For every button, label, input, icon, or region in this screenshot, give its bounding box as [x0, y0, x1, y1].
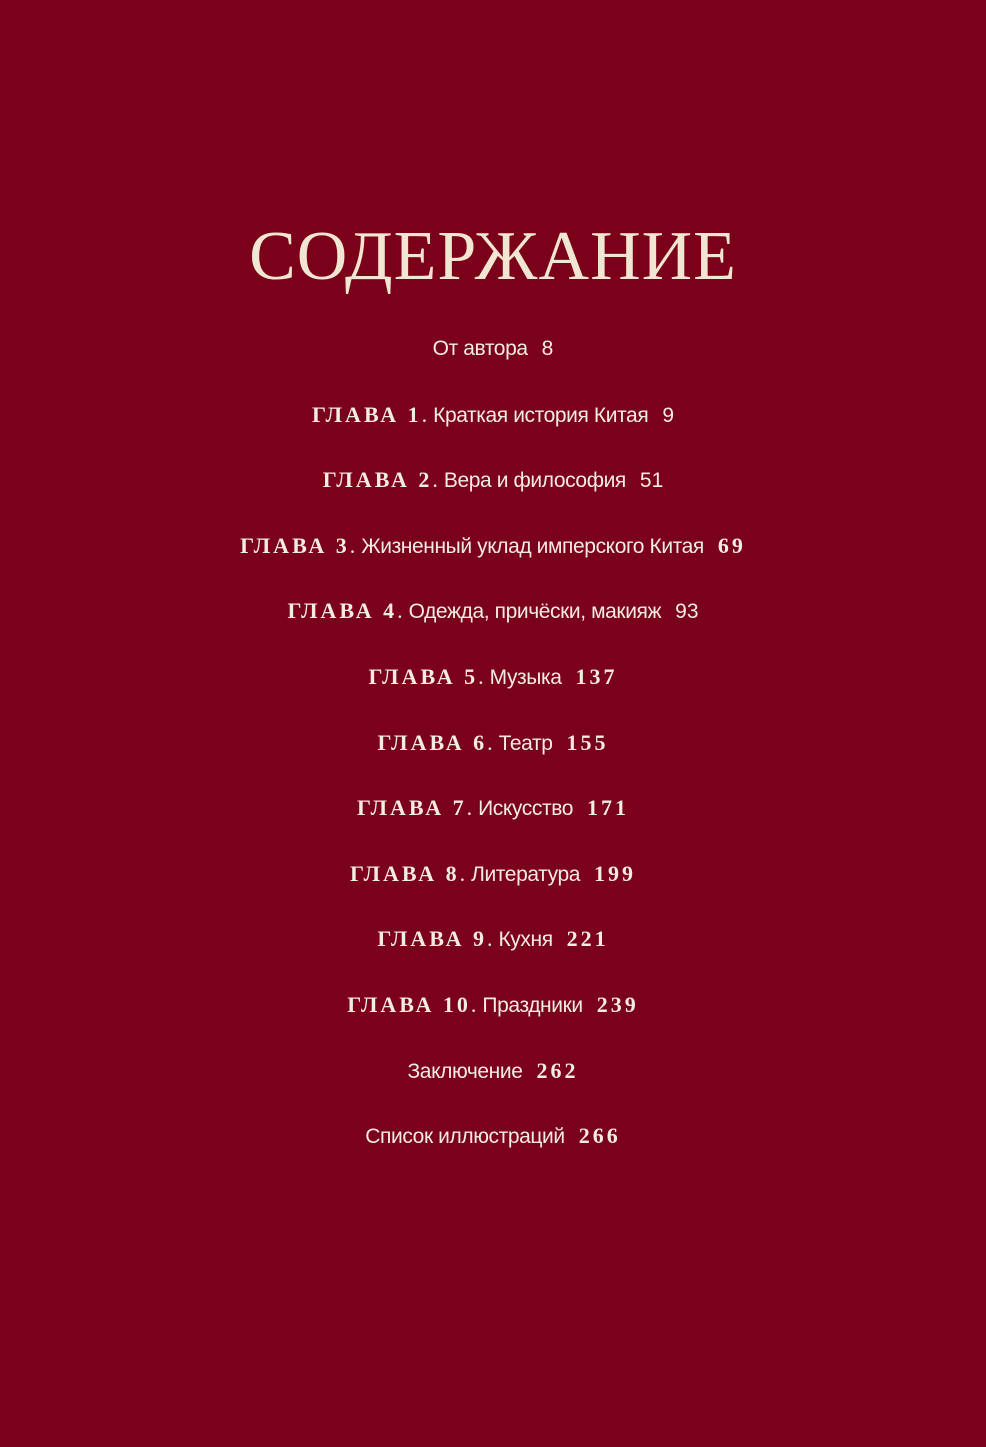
toc-page-number: 221 [566, 926, 609, 952]
toc-entry-text: Одежда, причёски, макияж [408, 600, 662, 624]
toc-entry-conclusion[interactable] [0, 1052, 986, 1118]
toc-page-number: 51 [639, 469, 664, 493]
toc-entry-from-author[interactable] [0, 330, 986, 396]
toc-page-number: 69 [717, 532, 746, 558]
toc-entry-text: Вера и философия [443, 469, 626, 493]
chapter-label: ГЛАВА 9 [377, 926, 487, 952]
toc-entry-chapter-6[interactable] [0, 724, 986, 790]
toc-page-number: 137 [575, 663, 618, 689]
toc-entry-text: Музыка [489, 665, 562, 689]
toc-entry-text: Жизненный уклад имперского Китая [361, 534, 704, 558]
toc-entry-chapter-4[interactable] [0, 592, 986, 658]
toc-entry-chapter-10[interactable] [0, 986, 986, 1052]
toc-entry-text: Краткая история Китая [433, 403, 649, 427]
toc-entry-illustrations[interactable] [0, 1117, 986, 1183]
toc-entry-text: Список иллюстраций [365, 1125, 565, 1149]
toc-page-number: 8 [541, 337, 554, 360]
toc-page-number: 239 [596, 991, 639, 1017]
chapter-label: ГЛАВА 7 [356, 795, 467, 821]
toc-entry-text: Литература [471, 862, 581, 886]
toc-entry-text: От автора [432, 337, 528, 360]
chapter-separator: . [470, 991, 477, 1017]
toc-entry-text: Праздники [482, 993, 583, 1017]
toc-page-number: 9 [662, 403, 674, 427]
chapter-label: ГЛАВА 4 [287, 598, 398, 624]
table-of-contents [0, 330, 986, 1183]
chapter-label: ГЛАВА 1 [311, 401, 422, 427]
chapter-separator: . [486, 926, 493, 952]
chapter-label: ГЛАВА 2 [322, 467, 433, 493]
toc-page-number: 199 [594, 860, 637, 886]
toc-entry-text: Кухня [498, 928, 553, 952]
toc-entry-text: Заключение [407, 1059, 523, 1083]
chapter-separator: . [487, 729, 493, 755]
chapter-label: ГЛАВА 6 [377, 729, 488, 755]
toc-entry-chapter-9[interactable] [0, 920, 986, 986]
toc-page-number: 266 [578, 1123, 621, 1149]
chapter-separator: . [432, 467, 438, 493]
chapter-separator: . [349, 532, 356, 558]
chapter-separator: . [478, 663, 484, 689]
toc-entry-chapter-2[interactable] [0, 461, 986, 527]
chapter-separator: . [466, 795, 473, 821]
toc-page-number: 93 [675, 600, 699, 624]
toc-entry-chapter-3[interactable] [0, 527, 986, 593]
toc-entry-chapter-5[interactable] [0, 658, 986, 724]
chapter-separator: . [421, 401, 428, 427]
toc-entry-chapter-8[interactable] [0, 855, 986, 921]
toc-page-number: 155 [566, 729, 609, 755]
toc-page-number: 171 [587, 795, 630, 821]
chapter-separator: . [459, 860, 466, 886]
chapter-separator: . [397, 598, 403, 624]
chapter-label: ГЛАВА 10 [347, 991, 471, 1017]
page-title: СОДЕРЖАНИЕ [249, 217, 737, 295]
toc-page-number: 262 [536, 1057, 579, 1083]
toc-entry-text: Искусство [478, 797, 574, 821]
chapter-label: ГЛАВА 3 [240, 532, 350, 558]
chapter-label: ГЛАВА 8 [349, 860, 460, 886]
toc-entry-text: Театр [498, 731, 553, 755]
toc-entry-chapter-1[interactable] [0, 396, 986, 462]
toc-entry-chapter-7[interactable] [0, 789, 986, 855]
chapter-label: ГЛАВА 5 [368, 663, 479, 689]
